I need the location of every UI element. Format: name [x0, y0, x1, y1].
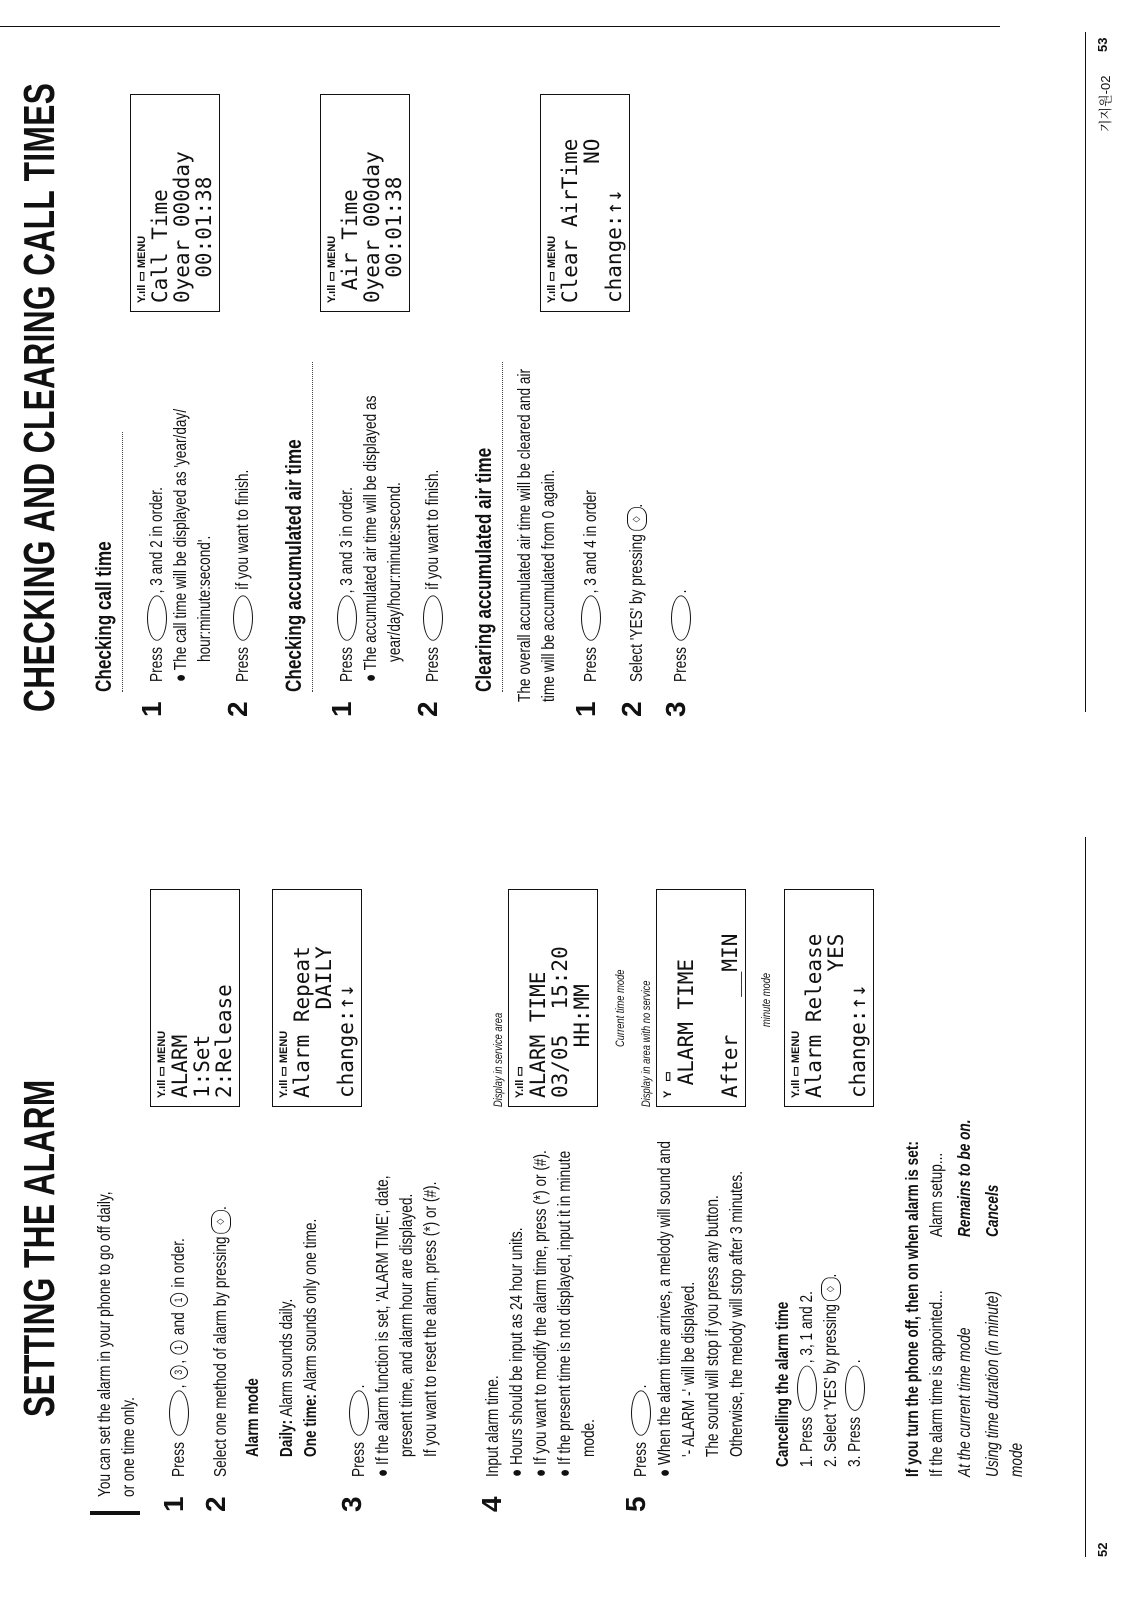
footer-rule-left: [1085, 837, 1086, 1557]
page-title-right: CHECKING AND CLEARING CALL TIMES: [15, 82, 64, 712]
sec2-step1-num: 1: [326, 701, 357, 717]
poweroff-r1c1: At the current time mode: [954, 1327, 974, 1477]
intro-line-2: or one time only.: [118, 1397, 138, 1497]
lcd-alarm-release: Y.ıll ▭ MENU Alarm Release YES change:↑↓: [784, 889, 874, 1107]
store-key-icon: [349, 1391, 369, 1436]
cancel-line-1: 1. Press , 3, 1 and 2.: [796, 1291, 816, 1467]
sec2-rule: [312, 362, 313, 692]
poweroff-r2c1b: mode: [1006, 1442, 1026, 1477]
cancel-title: Cancelling the alarm time: [772, 1301, 792, 1467]
step-5-text: Press .: [630, 1384, 650, 1477]
edge-rule: [0, 26, 1000, 27]
lcd4-caption: minute mode: [759, 972, 773, 1027]
store-key-icon-2: [631, 1391, 651, 1436]
clear-key-icon-r1: [233, 596, 253, 641]
poweroff-col2-header: Alarm setup...: [926, 1152, 946, 1237]
step-4-num: 4: [476, 1496, 507, 1512]
alarm-mode-title: Alarm mode: [242, 1378, 262, 1457]
step-5-bullet-1b: '- ALARM -' will be displayed.: [678, 1281, 698, 1457]
lcd-air-time: Y.ıll ▭ MENU Air Time 0year 000day 00:01:38: [320, 94, 410, 312]
store-key-icon-r: [671, 596, 691, 641]
sec3-step1: Press , 3 and 4 in order: [580, 490, 600, 682]
menu-key-icon-2: [797, 1366, 817, 1411]
sec1-step2-num: 2: [222, 701, 253, 717]
volume-key-icon-2: ◇: [821, 1277, 841, 1300]
step-4-bullet-3b: mode.: [578, 1419, 598, 1457]
right-page: [0, 22, 1133, 717]
sec3-title: Clearing accumulated air time: [471, 447, 496, 692]
poweroff-r2c2: Cancels: [982, 1184, 1002, 1237]
step-5-num: 5: [620, 1496, 651, 1512]
sec1-step1-num: 1: [136, 701, 167, 717]
step-5-bullet-1c: The sound will stop if you press any button.: [702, 1195, 722, 1457]
volume-key-icon-r: ◇: [627, 508, 647, 531]
step-3-bullet-1c: If you want to reset the alarm, press (*) or (#).: [420, 1181, 440, 1457]
step-3-text: Press .: [348, 1384, 368, 1477]
lcd-alarm-after: Y ▭ ALARM TIME After __MIN: [656, 889, 746, 1107]
poweroff-col1-header: If the alarm time is appointed...: [926, 1290, 946, 1477]
step-2-num: 2: [200, 1496, 231, 1512]
sec1-step1-b1: ● The call time will be displayed as 'year/day/: [168, 409, 192, 682]
intro-bar: [90, 1511, 140, 1515]
sec2-title: Checking accumulated air time: [281, 439, 306, 692]
sec1-step2: Press if you want to finish.: [232, 469, 252, 682]
page-number-right: 53: [1095, 37, 1110, 52]
sec1-title: Checking call time: [91, 541, 116, 692]
cancel-line-2: 2. Select 'YES' by pressing◇.: [820, 1273, 840, 1467]
step-5-bullet-1: ● When the alarm time arrives, a melody will sound and: [652, 1141, 676, 1477]
page-title-left: SETTING THE ALARM: [15, 1079, 64, 1417]
sec2-step1: Press , 3 and 3 in order.: [336, 487, 356, 682]
sec3-step2-num: 2: [616, 701, 647, 717]
volume-key-icon: ◇: [211, 1210, 231, 1233]
sec2-step1-b2: year/day/hour:minute:second.: [384, 482, 404, 662]
lcd4-caption-top: Display in area with no service: [639, 980, 653, 1107]
step-4-bullet-3: ● If the present time is not displayed, input it in minute: [552, 1151, 576, 1477]
sec1-step1-b2: hour:minute:second'.: [194, 535, 214, 662]
sec3-step1-num: 1: [570, 701, 601, 717]
sec3-step3-num: 3: [660, 701, 691, 717]
step-2-text: Select one method of alarm by pressing◇.: [210, 1206, 230, 1477]
lcd-call-time: Y.ıll ▭ MENU Call Time 0year 000day 00:01:38: [130, 94, 220, 312]
page-number-left: 52: [1095, 1542, 1110, 1557]
onetime-line: One time: Alarm sounds only one time.: [300, 1218, 320, 1457]
menu-key-icon-r3: [581, 596, 601, 641]
poweroff-r2c1: Using time duration (in minute): [982, 1291, 1002, 1477]
poweroff-r1c2: Remains to be on.: [954, 1119, 974, 1237]
intro-line-1: You can set the alarm in your phone to go off daily,: [94, 1191, 114, 1497]
step-5-bullet-1d: Otherwise, the melody will stop after 3 minutes.: [726, 1170, 746, 1457]
sec3-intro-2: time will be accumulated from 0 again.: [538, 469, 558, 702]
cancel-line-3: 3. Press .: [844, 1359, 864, 1467]
step-4-bullet-1: ● Hours should be input as 24 hour units.: [504, 1227, 528, 1477]
store-key-icon-3: [845, 1366, 865, 1411]
sec3-rule: [502, 362, 503, 692]
step-3-bullet-1b: present time, and alarm hour are displayed.: [396, 1193, 416, 1457]
step-4-bullet-2: ● If you want to modify the alarm time, press (*) or (#).: [528, 1150, 552, 1477]
step-1-text: Press , 3, 1 and 1 in order.: [168, 1238, 188, 1477]
lcd3-caption-top: Display in service area: [491, 1012, 505, 1107]
lcd-alarm-repeat: Y.ıll ▭ MENU Alarm Repeat DAILY change:↑↓: [272, 889, 362, 1107]
poweroff-title: If you turn the phone off, then on when alarm is set:: [902, 1141, 922, 1477]
menu-key-icon: [169, 1391, 189, 1436]
sec3-intro-1: The overall accumulated air time will be cleared and air: [514, 368, 534, 702]
lcd3-caption: Current time mode: [613, 969, 627, 1047]
lcd-clear-airtime: Y.ıll ▭ MENU Clear AirTime NO change:↑↓: [540, 94, 630, 312]
step-3-bullet-1: ● If the alarm function is set, 'ALARM TIME', date,: [370, 1176, 394, 1477]
step-4-text: Input alarm time.: [482, 1375, 502, 1477]
sec1-rule: [122, 432, 123, 692]
step-3-num: 3: [336, 1496, 367, 1512]
page-code: 기지원-02: [1098, 75, 1113, 132]
left-page: [0, 827, 1133, 1587]
sec3-step3: Press .: [670, 589, 690, 682]
sec2-step1-b1: ● The accumulated air time will be displayed as: [358, 396, 382, 682]
sec3-step2: Select 'YES' by pressing◇.: [626, 503, 646, 682]
lcd-alarm-menu: Y.ıll ▭ MENU ALARM 1:Set 2:Release: [150, 889, 240, 1107]
menu-key-icon-r2: [337, 596, 357, 641]
step-1-num: 1: [158, 1496, 189, 1512]
sec2-step2: Press if you want to finish.: [422, 469, 442, 682]
menu-key-icon-r1: [147, 596, 167, 641]
daily-line: Daily: Alarm sounds daily.: [276, 1298, 296, 1457]
sec1-step1: Press , 3 and 2 in order.: [146, 487, 166, 682]
lcd-alarm-time: Y.ıll ▭ ALARM TIME 03/05 15:20 HH:MM: [508, 889, 598, 1107]
footer-rule-right: [1085, 32, 1086, 712]
sec2-step2-num: 2: [412, 701, 443, 717]
clear-key-icon-r2: [423, 596, 443, 641]
